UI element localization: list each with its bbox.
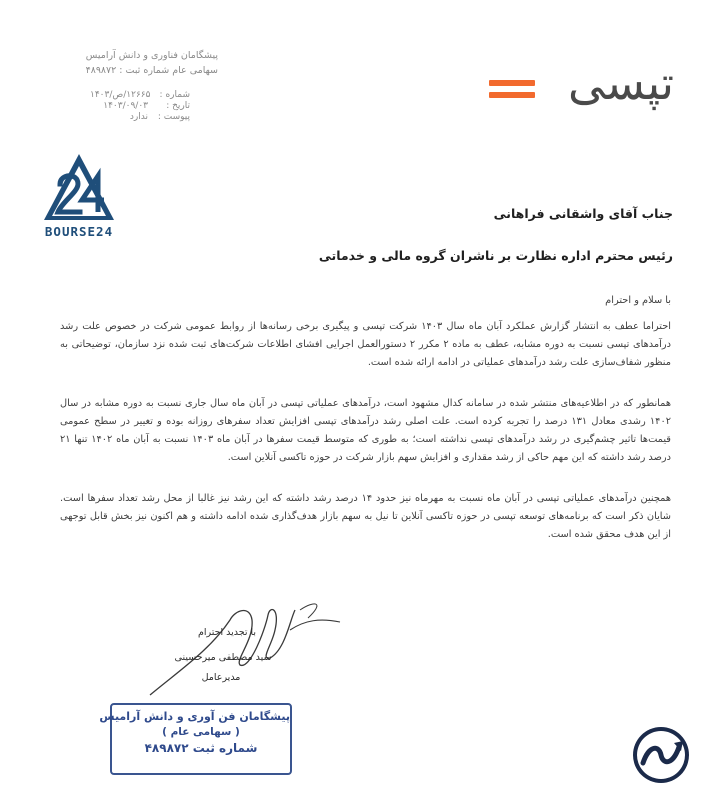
bourse24-mark-icon (38, 150, 120, 222)
attachment-label: پیوست : (157, 112, 190, 122)
recipient-title: رئیس محترم اداره نظارت بر ناشران گروه مالی و خدماتی (318, 248, 673, 263)
brand-logo (486, 56, 676, 116)
company-registration: سهامی عام شماره ثبت : ۴۸۹۸۷۲ (85, 65, 218, 76)
paragraph-3: همچنین درآمدهای عملیاتی تپسی در آبان ماه نسبت به مهرماه نیز حدود ۱۴ درصد رشد داشته که این رشد نیز غالبا از محل رشد تعداد سفرها است. شایان ذکر است که برنامه‌های توسعه تپسی در حوزه تاکسی آنلاین تا نیل به سهم بازار هدف‌گذاری شده ادامه داشته و هم اکنون نیز بخش قابل توجهی از این هدف محقق شده است. (60, 493, 672, 540)
signature-scribble (140, 590, 360, 700)
badge-logo (631, 725, 691, 785)
paragraph-1: احتراما عطف به انتشار گزارش عملکرد آبان ماه سال ۱۴۰۳ شرکت تپسی و پیگیری برخی رسانه‌ها از روابط عمومی شرکت در خصوص علت رشد درآمدهای تپسی نسبت به دوره مشابه، عطف به ماده ۲ مکرر ۲ دستورالعمل اجرایی افشای اطلاعات شرکت‌های ثبت شده نزد سازمان، توضیحاتی به منظور شفاف‌سازی علت رشد درآمدهای عملیاتی در ادامه ارائه شده است. (60, 321, 671, 368)
recipient-name: جناب آقای واشقانی فراهانی (493, 206, 673, 221)
number-value: ۱۲۶۶۵/ص/۱۴۰۳ (90, 90, 151, 100)
bourse24-watermark-logo (38, 150, 120, 242)
brand-accent-mark (489, 80, 535, 86)
date-label: تاریخ : (166, 101, 190, 111)
signatory-title: مدیرعامل (201, 672, 241, 683)
brand-name: تپسی (567, 56, 674, 110)
letter-meta (90, 90, 190, 123)
company-stamp (99, 703, 292, 775)
trend-arrow-badge-icon (631, 725, 691, 785)
signature-closing: با تجدید احترام (197, 627, 257, 638)
number-label: شماره : (159, 90, 190, 100)
attachment-value: ندارد (129, 112, 148, 122)
greeting: با سلام و احترام (605, 295, 671, 306)
stamp-line-1: پیشگامان فن آوری و دانش آرامیس (99, 710, 290, 723)
company-name: پیشگامان فناوری و دانش آرامیس (85, 50, 218, 61)
stamp-line-3: شماره ثبت ۴۸۹۸۷۲ (144, 741, 258, 755)
paragraph-2: همانطور که در اطلاعیه‌های منتشر شده در سامانه کدال مشهود است، درآمدهای عملیاتی تپسی در آبان ماه سال جاری نسبت به دوره مشابه در سال ۱۴۰۲ رشدی معادل ۱۳۱ درصد را تجربه کرده است. علت اصلی رشد درآمدهای تپسی افزایش تعداد سفرهای روزانه بوده و تغییر در سطح عمومی قیمت‌ها تاثیر چشم‌گیری در رشد درآمدهای تپسی نداشته است؛ به طوری که متوسط قیمت سفرها در آبان ماه ۱۴۰۳ نسبت به آبان ماه ۱۴۰۲ تنها ۲۱ درصد رشد داشته که این مهم حاکی از رشد مقداری و افزایش سهم بازار شرکت در حوزه تاکسی آنلاین است. (60, 398, 671, 463)
date-value: ۱۴۰۳/۰۹/۰۳ (103, 101, 148, 111)
stamp-line-2: ( سهامی عام ) (162, 726, 240, 738)
signatory-name: سید مصطفی میرحسینی (174, 652, 272, 663)
handwritten-signature-icon (140, 590, 360, 700)
brand-accent-mark-2 (489, 92, 535, 98)
watermark-text: BOURSE24 (44, 224, 114, 239)
